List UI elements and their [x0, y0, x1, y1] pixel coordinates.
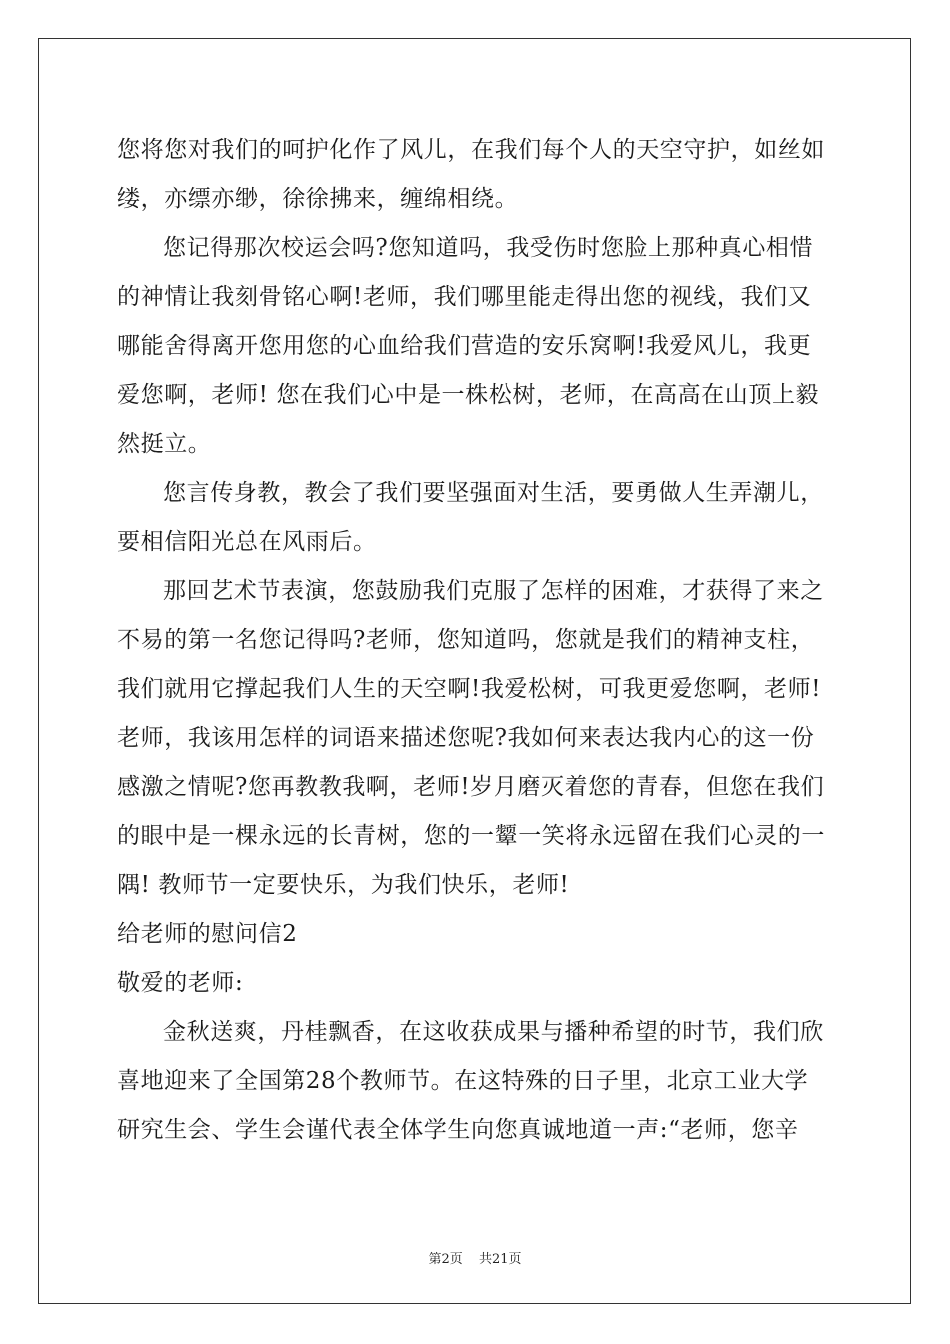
text-line: 您将您对我们的呵护化作了风儿，在我们每个人的天空守护，如丝如 — [117, 137, 825, 163]
text-line: 我们就用它撑起我们人生的天空啊!我爱松树，可我更爱您啊，老师! — [117, 676, 822, 702]
page-total: 共21页 — [478, 1252, 522, 1267]
text-line: 的眼中是一棵永远的长青树，您的一颦一笑将永远留在我们心灵的一 — [117, 823, 825, 849]
text-line: 不易的第一名您记得吗?老师，您知道吗，您就是我们的精神支柱， — [117, 627, 815, 653]
text-line: 研究生会、学生会谨代表全体学生向您真诚地道一声:“老师，您辛 — [117, 1117, 799, 1143]
text-line: 感激之情呢?您再教教我啊，老师!岁月磨灭着您的青春，但您在我们 — [117, 774, 825, 800]
text-line: 隅! 教师节一定要快乐，为我们快乐，老师! — [117, 872, 570, 898]
text-line: 缕，亦缥亦缈，徐徐拂来，缠绵相绕。 — [117, 186, 519, 212]
text-line: 然挺立。 — [117, 431, 212, 457]
text-line: 老师，我该用怎样的词语来描述您呢?我如何来表达我内心的这一份 — [117, 725, 815, 751]
text-line: 的神情让我刻骨铭心啊!老师，我们哪里能走得出您的视线，我们又 — [117, 284, 812, 310]
text-line: 您记得那次校运会吗?您知道吗，我受伤时您脸上那种真心相惜 — [163, 235, 814, 261]
text-line: 要相信阳光总在风雨后。 — [117, 529, 377, 555]
page-footer — [0, 1248, 950, 1267]
section-heading: 给老师的慰问信2 — [117, 921, 298, 947]
salutation: 敬爱的老师: — [117, 970, 244, 996]
text-line: 金秋送爽，丹桂飘香，在这收获成果与播种希望的时节，我们欣 — [163, 1019, 824, 1045]
text-line: 哪能舍得离开您用您的心血给我们营造的安乐窝啊!我爱风儿，我更 — [117, 333, 812, 359]
text-line: 那回艺术节表演，您鼓励我们克服了怎样的困难，才获得了来之 — [163, 578, 824, 604]
text-line: 您言传身教，教会了我们要坚强面对生活，要勇做人生弄潮儿， — [163, 480, 824, 506]
text-line: 爱您啊，老师! 您在我们心中是一株松树，老师，在高高在山顶上毅 — [117, 382, 820, 408]
text-line: 喜地迎来了全国第28个教师节。在这特殊的日子里，北京工业大学 — [117, 1068, 809, 1094]
document-body — [117, 126, 837, 1155]
page-number: 第2页 — [428, 1252, 463, 1267]
